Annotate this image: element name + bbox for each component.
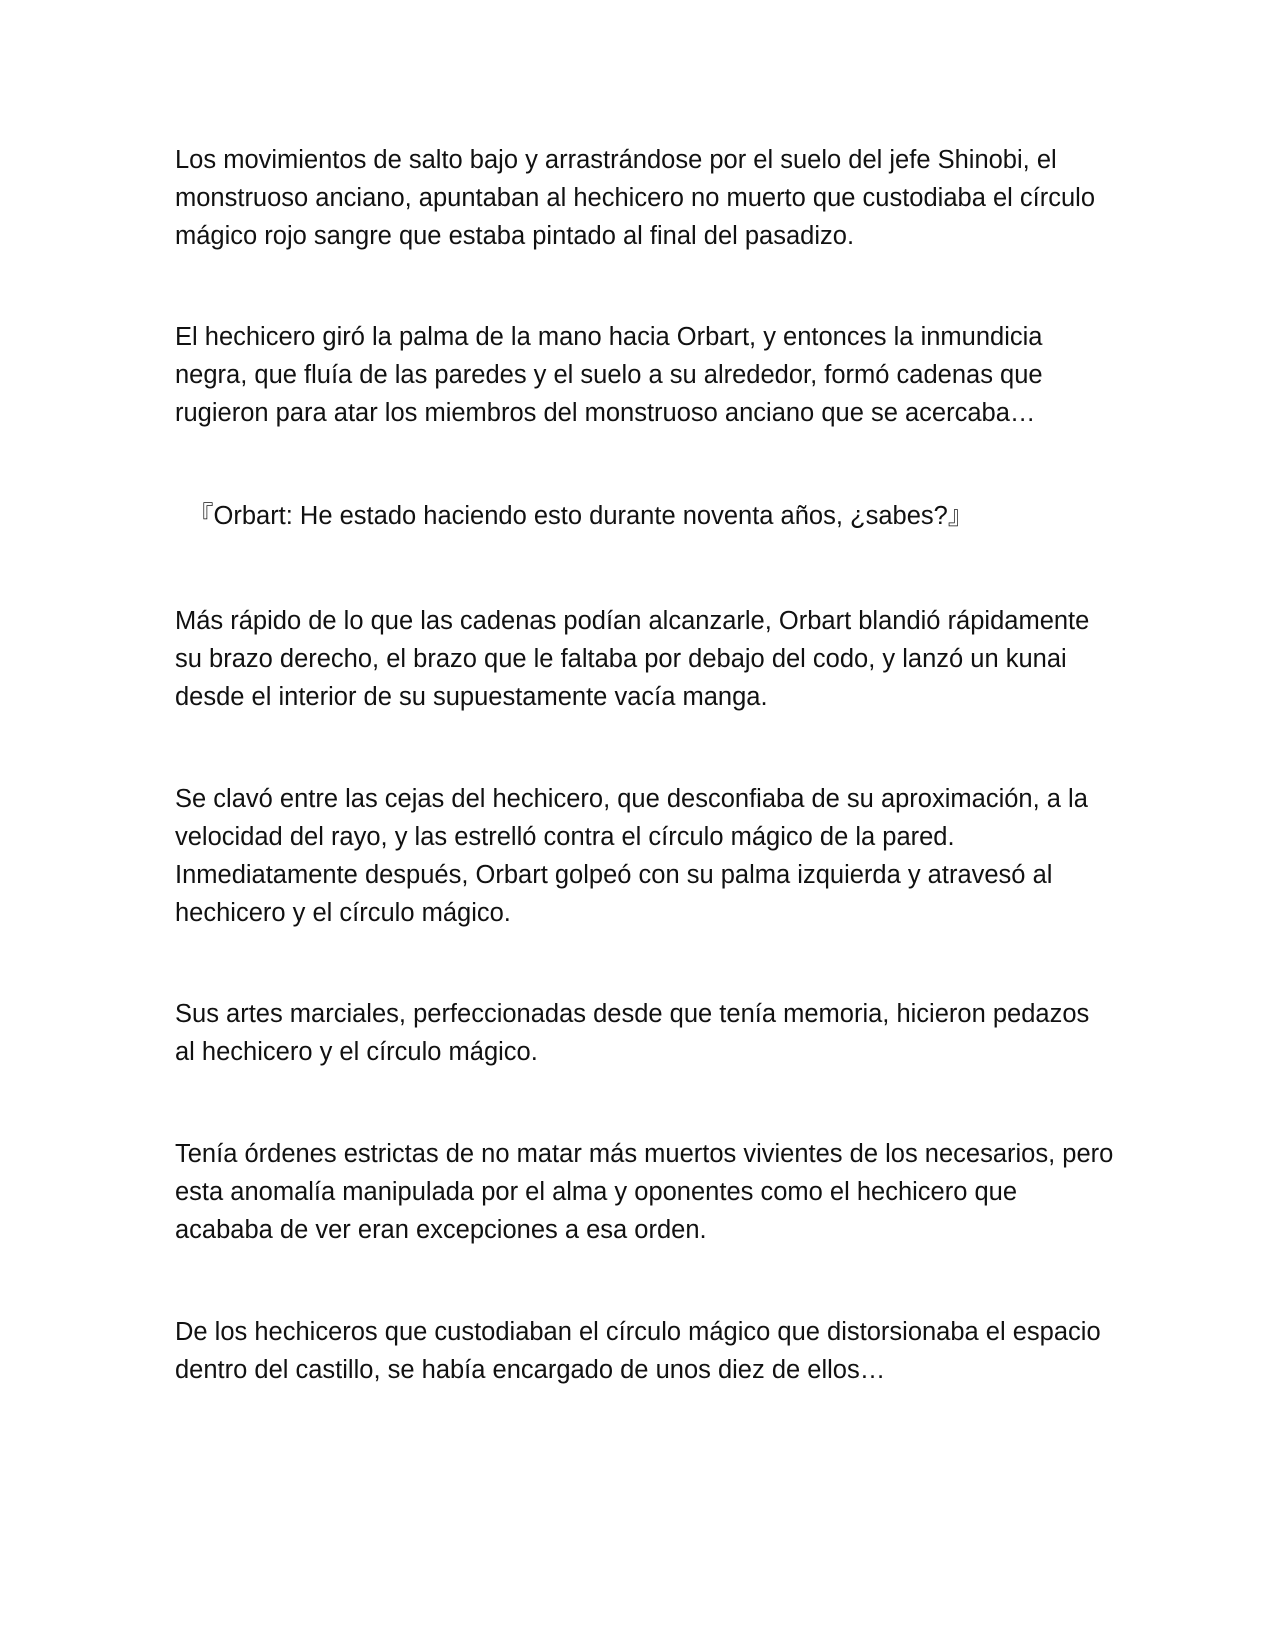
paragraph: Se clavó entre las cejas del hechicero, que desconfiaba de su aproximación, a la velocidad del rayo, y las estrelló contra el círculo mágico de la pared. Inmediatamente después, Orbart golpeó con su palma izquierda y atravesó al hechicero y el círculo mágico. — [175, 785, 1088, 927]
dialogue-line: 『Orbart: He estado haciendo esto durante noventa años, ¿sabes?』 — [188, 502, 974, 530]
paragraph: Tenía órdenes estrictas de no matar más muertos vivientes de los necesarios, pero esta anomalía manipulada por el alma y oponentes como el hechicero que acababa de ver eran excepciones a esa orden. — [175, 1140, 1114, 1244]
paragraph: El hechicero giró la palma de la mano hacia Orbart, y entonces la inmundicia negra, que fluía de las paredes y el suelo a su alrededor, formó cadenas que rugieron para atar los miembros del monstruoso anciano que se acercaba… — [175, 323, 1043, 427]
paragraph: Más rápido de lo que las cadenas podían alcanzarle, Orbart blandió rápidamente su brazo derecho, el brazo que le faltaba por debajo del codo, y lanzó un kunai desde el interior de su supuestamente vacía manga. — [175, 607, 1090, 711]
paragraph: Sus artes marciales, perfeccionadas desde que tenía memoria, hicieron pedazos al hechicero y el círculo mágico. — [175, 1000, 1090, 1066]
paragraph: Los movimientos de salto bajo y arrastrándose por el suelo del jefe Shinobi, el monstruoso anciano, apuntaban al hechicero no muerto que custodiaba el círculo mágico rojo sangre que estaba pintado al final del pasadizo. — [175, 146, 1096, 250]
paragraph: De los hechiceros que custodiaban el círculo mágico que distorsionaba el espacio dentro del castillo, se había encargado de unos diez de ellos… — [175, 1318, 1101, 1384]
